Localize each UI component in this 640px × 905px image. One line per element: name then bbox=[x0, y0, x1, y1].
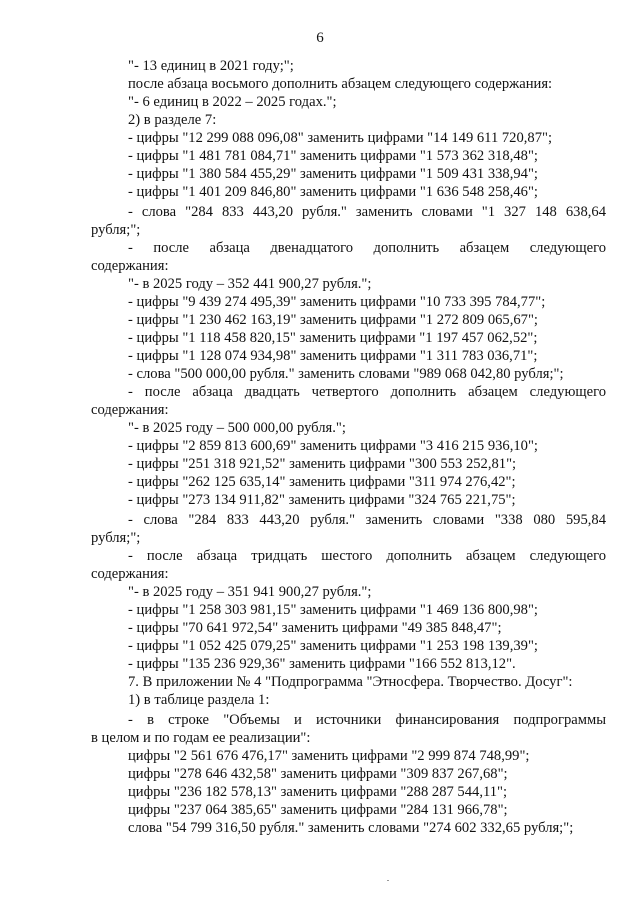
text-line: - после абзаца тридцать шестого дополнить абзацем следующего bbox=[128, 548, 606, 564]
text-line: содержания: bbox=[91, 258, 169, 274]
text-line: "- в 2025 году – 500 000,00 рубля."; bbox=[128, 420, 346, 436]
text-line: - цифры "273 134 911,82" заменить цифрами "324 765 221,75"; bbox=[128, 492, 516, 508]
text-line: цифры "278 646 432,58" заменить цифрами "309 837 267,68"; bbox=[128, 766, 508, 782]
text-line: содержания: bbox=[91, 402, 169, 418]
text-line: слова "54 799 316,50 рубля." заменить словами "274 602 332,65 рубля;"; bbox=[128, 820, 574, 836]
text-line: 1) в таблице раздела 1: bbox=[128, 692, 270, 708]
text-line: в целом и по годам ее реализации": bbox=[91, 730, 311, 746]
text-line: - цифры "1 258 303 981,15" заменить цифрами "1 469 136 800,98"; bbox=[128, 602, 538, 618]
text-line: - в строке "Объемы и источники финансирования подпрограммы bbox=[128, 712, 606, 728]
text-line: - цифры "9 439 274 495,39" заменить цифрами "10 733 395 784,77"; bbox=[128, 294, 546, 310]
text-line: "- 13 единиц в 2021 году;"; bbox=[128, 58, 294, 74]
text-line: - слова "500 000,00 рубля." заменить словами "989 068 042,80 рубля;"; bbox=[128, 366, 564, 382]
text-line: - цифры "12 299 088 096,08" заменить цифрами "14 149 611 720,87"; bbox=[128, 130, 553, 146]
text-line: - цифры "1 401 209 846,80" заменить цифрами "1 636 548 258,46"; bbox=[128, 184, 538, 200]
text-line: - цифры "251 318 921,52" заменить цифрами "300 553 252,81"; bbox=[128, 456, 517, 472]
text-line: рубля;"; bbox=[91, 530, 141, 546]
text-line: - цифры "1 118 458 820,15" заменить цифрами "1 197 457 062,52"; bbox=[128, 330, 538, 346]
text-line: содержания: bbox=[91, 566, 169, 582]
text-line: - цифры "1 380 584 455,29" заменить цифрами "1 509 431 338,94"; bbox=[128, 166, 538, 182]
text-line: "- в 2025 году – 351 941 900,27 рубля."; bbox=[128, 584, 372, 600]
text-line: 2) в разделе 7: bbox=[128, 112, 217, 128]
text-line: - цифры "2 859 813 600,69" заменить цифрами "3 416 215 936,10"; bbox=[128, 438, 538, 454]
scan-speck bbox=[387, 880, 389, 881]
text-line: - после абзаца двадцать четвертого дополнить абзацем следующего bbox=[128, 384, 606, 400]
text-line: - цифры "135 236 929,36" заменить цифрами "166 552 813,12". bbox=[128, 656, 516, 672]
text-line: - после абзаца двенадцатого дополнить абзацем следующего bbox=[128, 240, 606, 256]
text-line: 7. В приложении № 4 "Подпрограмма "Этносфера. Творчество. Досуг": bbox=[128, 674, 573, 690]
text-line: - цифры "1 052 425 079,25" заменить цифрами "1 253 198 139,39"; bbox=[128, 638, 538, 654]
text-line: - слова "284 833 443,20 рубля." заменить словами "1 327 148 638,64 bbox=[128, 204, 606, 220]
text-line: "- в 2025 году – 352 441 900,27 рубля."; bbox=[128, 276, 372, 292]
text-line: "- 6 единиц в 2022 – 2025 годах."; bbox=[128, 94, 337, 110]
text-line: цифры "237 064 385,65" заменить цифрами "284 131 966,78"; bbox=[128, 802, 508, 818]
text-line: - слова "284 833 443,20 рубля." заменить словами "338 080 595,84 bbox=[128, 512, 606, 528]
text-line: цифры "236 182 578,13" заменить цифрами "288 287 544,11"; bbox=[128, 784, 508, 800]
text-line: цифры "2 561 676 476,17" заменить цифрами "2 999 874 748,99"; bbox=[128, 748, 530, 764]
text-line: - цифры "1 128 074 934,98" заменить цифрами "1 311 783 036,71"; bbox=[128, 348, 538, 364]
text-line: рубля;"; bbox=[91, 222, 141, 238]
text-line: - цифры "70 641 972,54" заменить цифрами "49 385 848,47"; bbox=[128, 620, 502, 636]
text-line: - цифры "1 230 462 163,19" заменить цифрами "1 272 809 065,67"; bbox=[128, 312, 538, 328]
page-number: 6 bbox=[316, 30, 324, 46]
text-line: - цифры "1 481 781 084,71" заменить цифрами "1 573 362 318,48"; bbox=[128, 148, 538, 164]
text-line: после абзаца восьмого дополнить абзацем следующего содержания: bbox=[128, 76, 553, 92]
text-line: - цифры "262 125 635,14" заменить цифрами "311 974 276,42"; bbox=[128, 474, 516, 490]
